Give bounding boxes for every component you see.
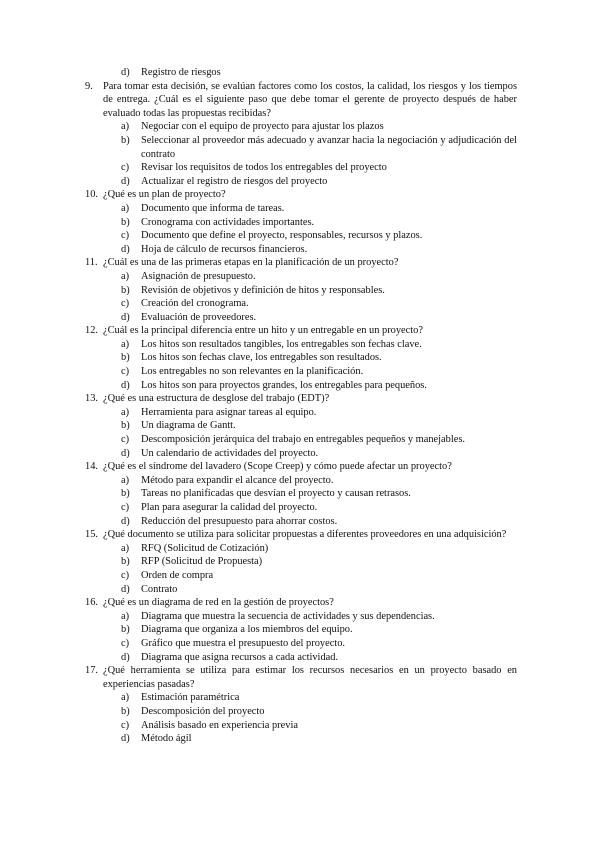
option-item	[85, 311, 517, 325]
option-item	[85, 216, 517, 230]
question-17	[85, 664, 517, 691]
option-item	[85, 243, 517, 257]
option-letter: c)	[121, 719, 130, 731]
option-text: Un diagrama de Gantt.	[141, 420, 236, 432]
option-letter: a)	[121, 542, 130, 554]
option-letter: a)	[121, 474, 130, 486]
question-number: 12.	[85, 325, 98, 337]
option-text: Contrato	[141, 583, 178, 595]
option-item	[85, 732, 517, 746]
option-item	[85, 474, 517, 488]
option-text: Análisis basado en experiencia previa	[141, 719, 298, 731]
option-item	[85, 515, 517, 529]
question-text: ¿Cuál es una de las primeras etapas en la planificación de un proyecto?	[103, 257, 399, 269]
question-14	[85, 460, 517, 474]
option-letter: b)	[121, 352, 130, 364]
option-text: Reducción del presupuesto para ahorrar costos.	[141, 515, 338, 527]
option-letter: b)	[121, 216, 130, 228]
question-text: ¿Qué documento se utiliza para solicitar propuestas a diferentes proveedores en una adquisición?	[103, 529, 507, 541]
option-item	[85, 569, 517, 583]
question-number: 15.	[85, 529, 98, 541]
option-text: Tareas no planificadas que desvían el proyecto y causan retrasos.	[141, 488, 411, 500]
question-number: 13.	[85, 393, 98, 405]
option-text: Estimación paramétrica	[141, 692, 240, 704]
option-letter: a)	[121, 121, 130, 133]
option-text: Seleccionar al proveedor más adecuado y avanzar hacia la negociación y adjudicación del contrato	[141, 134, 517, 160]
option-letter: a)	[121, 338, 130, 350]
option-text: Plan para asegurar la calidad del proyecto.	[141, 502, 318, 513]
option-text: Actualizar el registro de riesgos del proyecto	[141, 175, 328, 187]
option-item	[85, 120, 517, 134]
option-letter: d)	[121, 379, 130, 391]
option-letter: c)	[121, 162, 130, 174]
option-item	[85, 134, 517, 161]
option-item	[85, 651, 517, 665]
lead-option	[85, 66, 517, 80]
question-12	[85, 324, 517, 338]
option-text: Los hitos son resultados tangibles, los entregables son fechas clave.	[141, 338, 422, 350]
question-text: ¿Qué es una estructura de desglose del trabajo (EDT)?	[103, 393, 330, 405]
question-15	[85, 528, 517, 542]
option-text: Los entregables no son relevantes en la planificación.	[141, 366, 364, 378]
option-item	[85, 637, 517, 651]
option-text: Cronograma con actividades importantes.	[141, 216, 315, 228]
option-item	[85, 175, 517, 189]
question-9	[85, 80, 517, 121]
option-item	[85, 338, 517, 352]
question-10	[85, 188, 517, 202]
option-item	[85, 297, 517, 311]
option-item	[85, 406, 517, 420]
question-13	[85, 392, 517, 406]
option-item	[85, 583, 517, 597]
question-number: 17.	[85, 665, 98, 677]
option-letter: d)	[121, 311, 130, 323]
option-text: Evaluación de proveedores.	[141, 311, 257, 323]
option-letter: a)	[121, 406, 130, 418]
option-text: RFQ (Solicitud de Cotización)	[141, 542, 269, 554]
option-text: Un calendario de actividades del proyecto.	[141, 447, 319, 459]
option-item	[85, 447, 517, 461]
option-letter: a)	[121, 610, 130, 622]
option-text: Creación del cronograma.	[141, 298, 249, 310]
option-letter: d)	[121, 447, 130, 459]
option-letter: b)	[121, 284, 130, 296]
option-text: Orden de compra	[141, 569, 214, 581]
option-item	[85, 270, 517, 284]
option-text: Método para expandir el alcance del proyecto.	[141, 474, 334, 486]
option-letter: c)	[121, 637, 130, 649]
option-letter: c)	[121, 502, 130, 513]
option-item	[85, 365, 517, 379]
option-letter: a)	[121, 202, 130, 214]
option-text: RFP (Solicitud de Propuesta)	[141, 556, 263, 568]
option-item	[85, 419, 517, 433]
option-item	[85, 351, 517, 365]
question-text: ¿Qué herramienta se utiliza para estimar los recursos necesarios en un proyecto basado en experiencias pasadas?	[103, 665, 517, 690]
option-letter: b)	[121, 134, 130, 146]
option-item	[85, 610, 517, 624]
option-text: Descomposición del proyecto	[141, 705, 265, 717]
option-text: Hoja de cálculo de recursos financieros.	[141, 243, 308, 255]
option-item	[85, 719, 517, 733]
option-text: Descomposición jerárquica del trabajo en entregables pequeños y manejables.	[141, 434, 466, 446]
option-letter: b)	[121, 705, 130, 717]
option-letter: a)	[121, 692, 130, 704]
option-text: Diagrama que organiza a los miembros del equipo.	[141, 624, 353, 636]
question-text: ¿Qué es un diagrama de red en la gestión de proyectos?	[103, 597, 334, 609]
option-letter: b)	[121, 556, 130, 568]
option-letter: b)	[121, 624, 130, 636]
option-item	[85, 691, 517, 705]
option-item	[85, 202, 517, 216]
option-item	[85, 487, 517, 501]
option-text: Revisión de objetivos y definición de hitos y responsables.	[141, 284, 385, 296]
option-letter: d)	[121, 651, 130, 663]
question-text: ¿Cuál es la principal diferencia entre un hito y un entregable en un proyecto?	[103, 325, 423, 337]
option-text: Documento que informa de tareas.	[141, 202, 285, 214]
option-letter: d)	[121, 175, 130, 187]
option-item	[85, 623, 517, 637]
option-item	[85, 379, 517, 393]
question-list	[85, 66, 517, 746]
option-text: Los hitos son fechas clave, los entregables son resultados.	[141, 352, 382, 364]
option-item	[85, 229, 517, 243]
option-letter: b)	[121, 420, 130, 432]
option-text: Negociar con el equipo de proyecto para ajustar los plazos	[141, 121, 384, 133]
option-letter: d)	[121, 583, 130, 595]
option-item	[85, 161, 517, 175]
option-letter: c)	[121, 434, 130, 446]
question-number: 9.	[85, 80, 93, 92]
option-letter: d)	[121, 515, 130, 527]
question-number: 16.	[85, 597, 98, 609]
question-text: ¿Qué es un plan de proyecto?	[103, 189, 226, 201]
option-letter: c)	[121, 298, 130, 310]
option-letter: a)	[121, 270, 130, 282]
option-letter: c)	[121, 366, 130, 378]
option-item	[85, 542, 517, 556]
option-text: Diagrama que asigna recursos a cada actividad.	[141, 651, 339, 663]
option-text: Diagrama que muestra la secuencia de actividades y sus dependencias.	[141, 610, 435, 622]
question-text: ¿Qué es el síndrome del lavadero (Scope Creep) y cómo puede afectar un proyecto?	[103, 461, 452, 473]
question-text: Para tomar esta decisión, se evalúan factores como los costos, la calidad, los riesgos y los tiempos de entrega. ¿Cuál es el siguiente paso que debe tomar el gerente de proyecto después de haber evaluado todas las propuestas recibidas?	[103, 80, 517, 119]
question-number: 11.	[85, 257, 98, 269]
option-letter: c)	[121, 230, 130, 242]
question-number: 14.	[85, 461, 98, 473]
option-letter: d)	[121, 243, 130, 255]
question-number: 10.	[85, 189, 98, 201]
option-letter: c)	[121, 569, 130, 581]
option-text: Método ágil	[141, 733, 192, 745]
option-text: Gráfico que muestra el presupuesto del proyecto.	[141, 637, 345, 649]
option-item	[85, 705, 517, 719]
question-11	[85, 256, 517, 270]
option-text: Revisar los requisitos de todos los entregables del proyecto	[141, 162, 387, 174]
question-16	[85, 596, 517, 610]
option-text: Los hitos son para proyectos grandes, los entregables para pequeños.	[141, 379, 427, 391]
option-letter: b)	[121, 488, 130, 500]
option-text: Asignación de presupuesto.	[141, 270, 256, 282]
option-letter: d)	[121, 733, 130, 745]
option-text: Documento que define el proyecto, responsables, recursos y plazos.	[141, 230, 423, 242]
option-text: Registro de riesgos	[141, 67, 221, 78]
option-item	[85, 555, 517, 569]
option-letter: d)	[121, 67, 130, 78]
option-item	[85, 284, 517, 298]
option-text: Herramienta para asignar tareas al equipo.	[141, 406, 317, 418]
option-item	[85, 501, 517, 515]
option-item	[85, 433, 517, 447]
